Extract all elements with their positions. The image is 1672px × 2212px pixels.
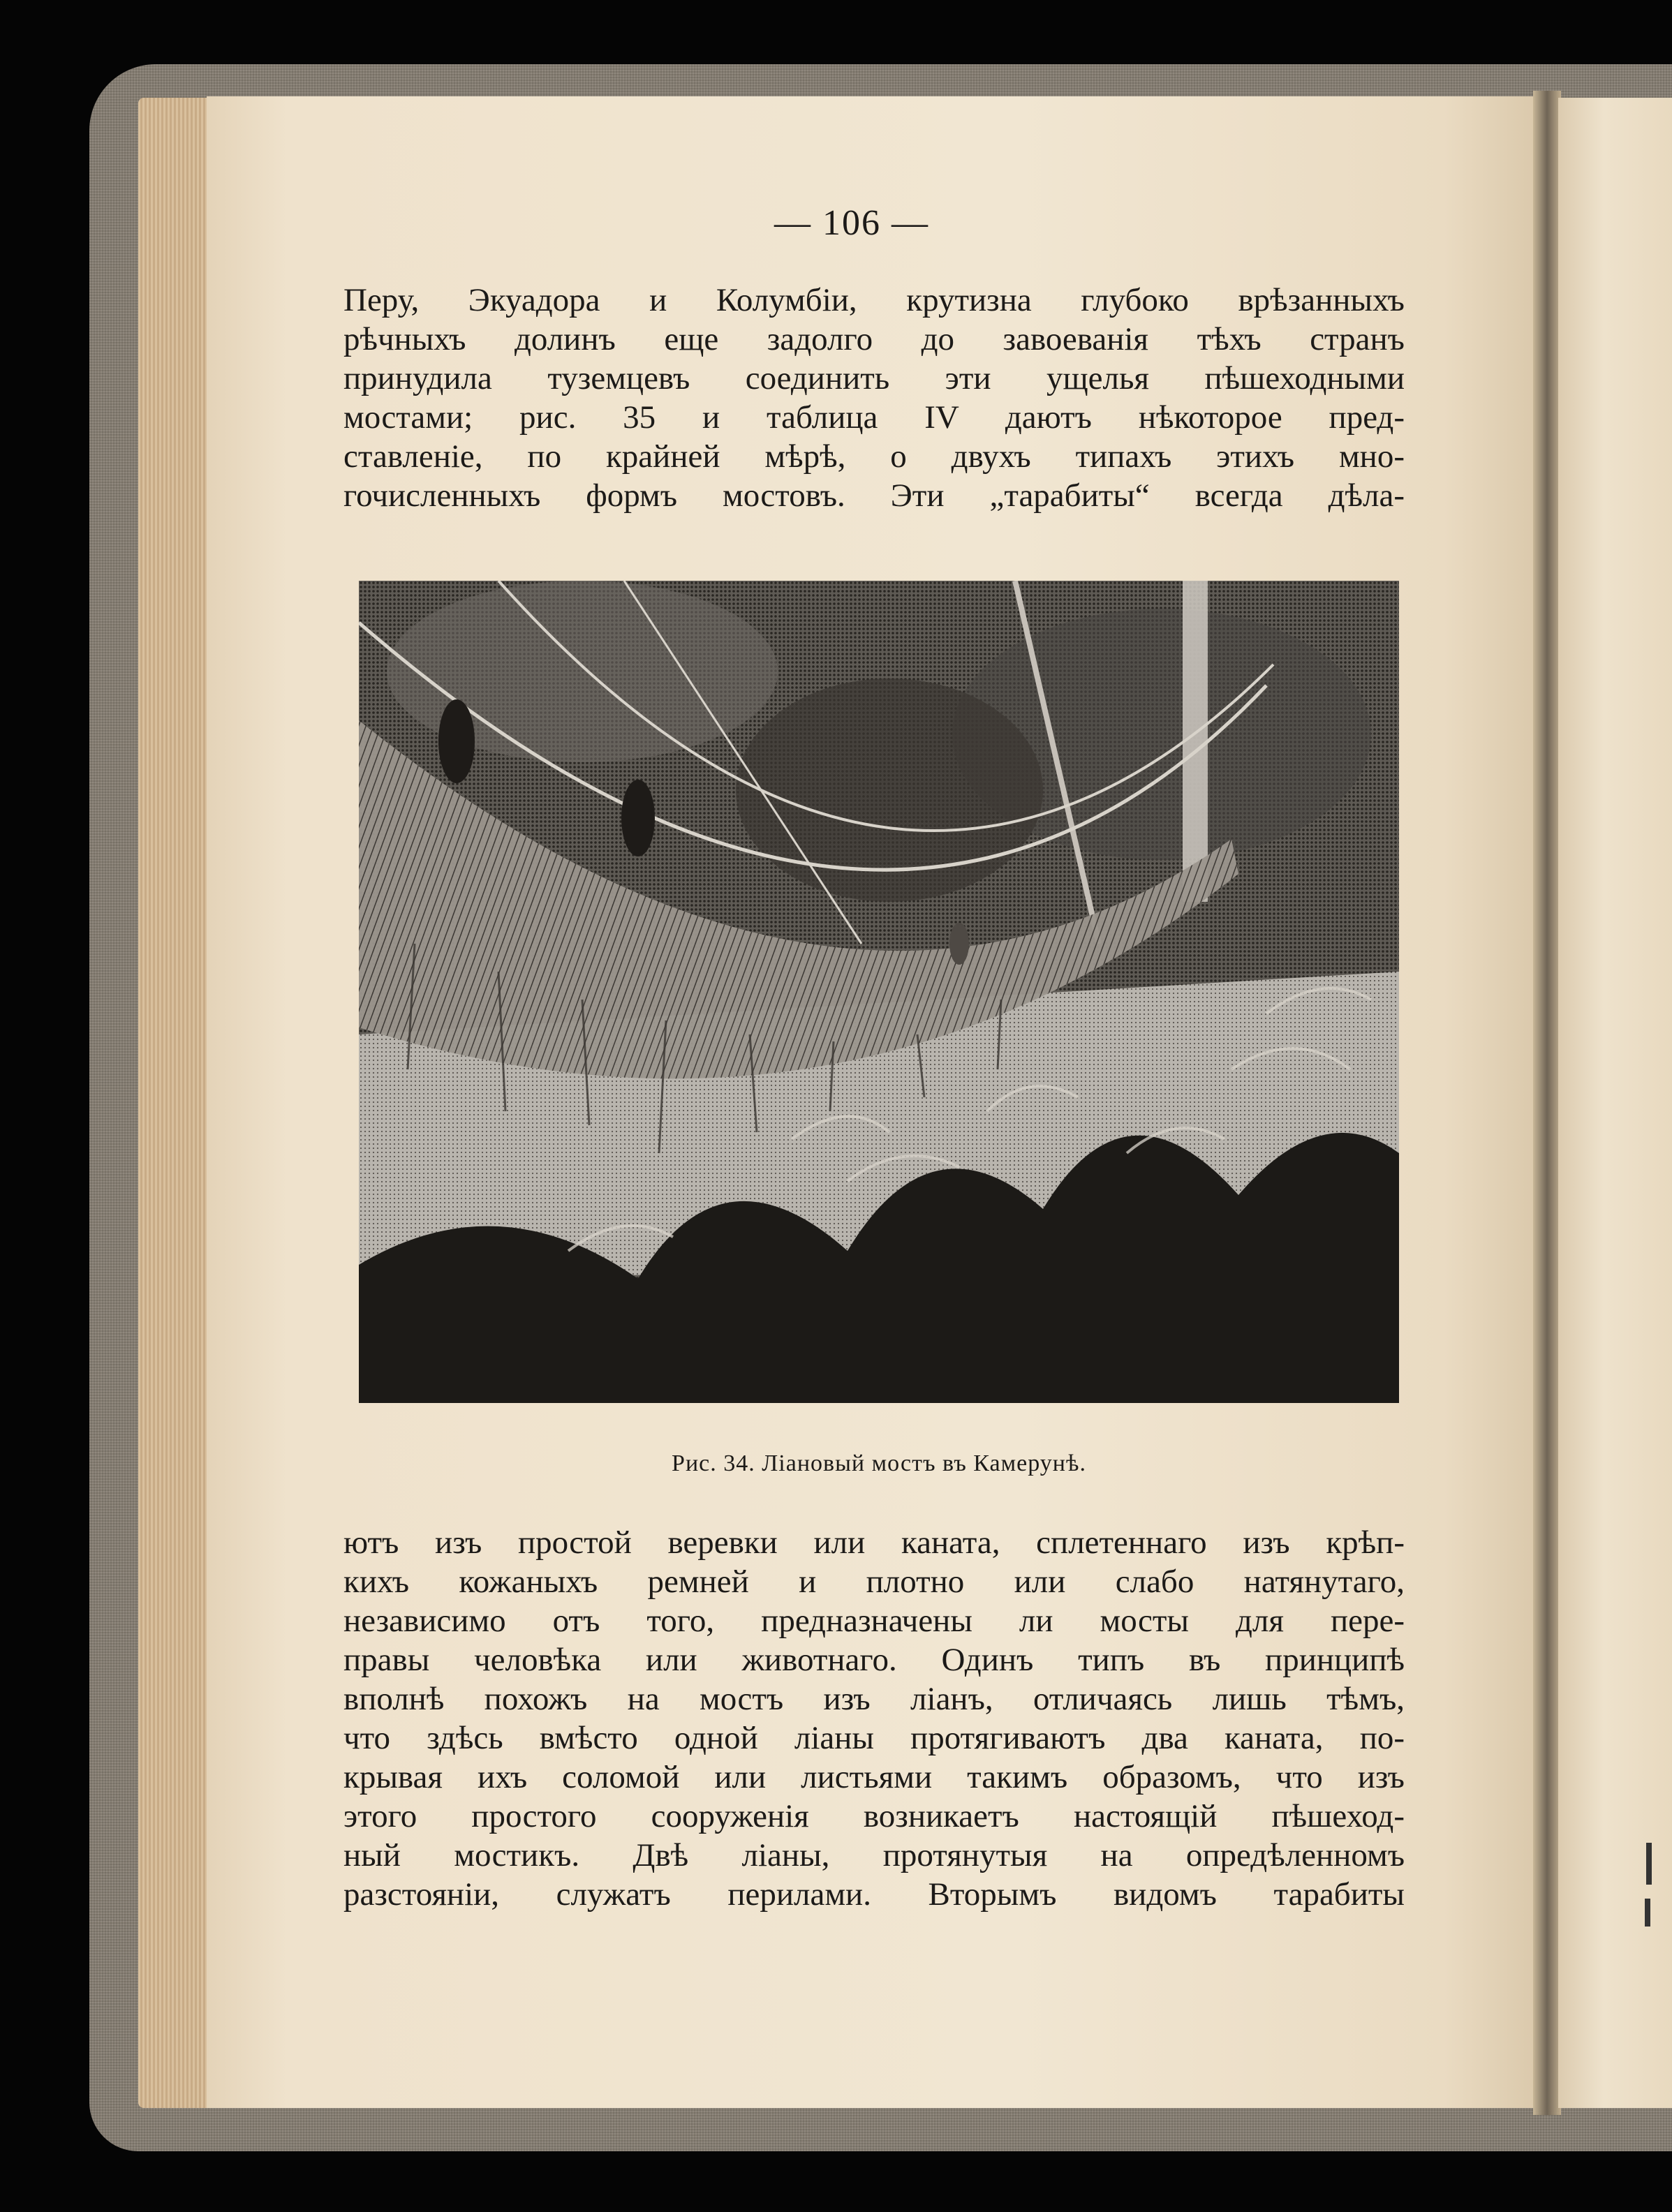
right-page-text-fragment: [1646, 1843, 1652, 1885]
text-line: гочисленныхъ формъ мостовъ. Эти „тарабиты“ всегда дѣла-: [343, 477, 1405, 514]
text-line: ютъ изъ простой веревки или каната, сплетеннаго изъ крѣп-: [343, 1524, 1405, 1561]
text-line: ставленіе, по крайней мѣрѣ, о двухъ типахъ этихъ мно-: [343, 438, 1405, 475]
right-page-text-fragment: [1645, 1899, 1650, 1927]
page-number: — 106 —: [774, 203, 929, 243]
text-line: вполнѣ похожъ на мостъ изъ ліанъ, отличаясь лишь тѣмъ,: [343, 1681, 1405, 1717]
text-line: этого простого сооруженія возникаетъ настоящій пѣшеход-: [343, 1798, 1405, 1834]
paragraph-top: [343, 281, 1405, 515]
figure-caption: Рис. 34. Ліановый мостъ въ Камерунѣ.: [672, 1450, 1086, 1476]
text-line: принудила туземцевъ соединить эти ущелья пѣшеходными: [343, 360, 1405, 396]
text-line: правы человѣка или животнаго. Одинъ типъ въ принципѣ: [343, 1642, 1405, 1678]
text-line: независимо отъ того, предназначены ли мосты для пере-: [343, 1603, 1405, 1639]
right-page-edge: [1558, 98, 1672, 2108]
text-line: Перу, Экуадора и Колумбіи, крутизна глубоко врѣзанныхъ: [343, 282, 1405, 318]
liana-bridge-illustration: [359, 581, 1399, 1403]
book-gutter: [1533, 91, 1561, 2115]
text-line: рѣчныхъ долинъ еще задолго до завоеванія тѣхъ странъ: [343, 321, 1405, 357]
page-block-edges: [138, 98, 215, 2108]
text-line: разстояніи, служатъ перилами. Вторымъ видомъ тарабиты: [343, 1876, 1405, 1913]
text-line: крывая ихъ соломой или листьями такимъ образомъ, что изъ: [343, 1759, 1405, 1795]
figure-photo-liana-bridge: [359, 581, 1399, 1403]
text-line: мостами; рис. 35 и таблица IV даютъ нѣкоторое пред-: [343, 399, 1405, 436]
paragraph-bottom: [343, 1523, 1405, 1914]
text-line: ный мостикъ. Двѣ ліаны, протянутыя на опредѣленномъ: [343, 1837, 1405, 1873]
text-line: что здѣсь вмѣсто одной ліаны протягиваютъ два каната, по-: [343, 1720, 1405, 1756]
text-line: кихъ кожаныхъ ремней и плотно или слабо натянутаго,: [343, 1564, 1405, 1600]
